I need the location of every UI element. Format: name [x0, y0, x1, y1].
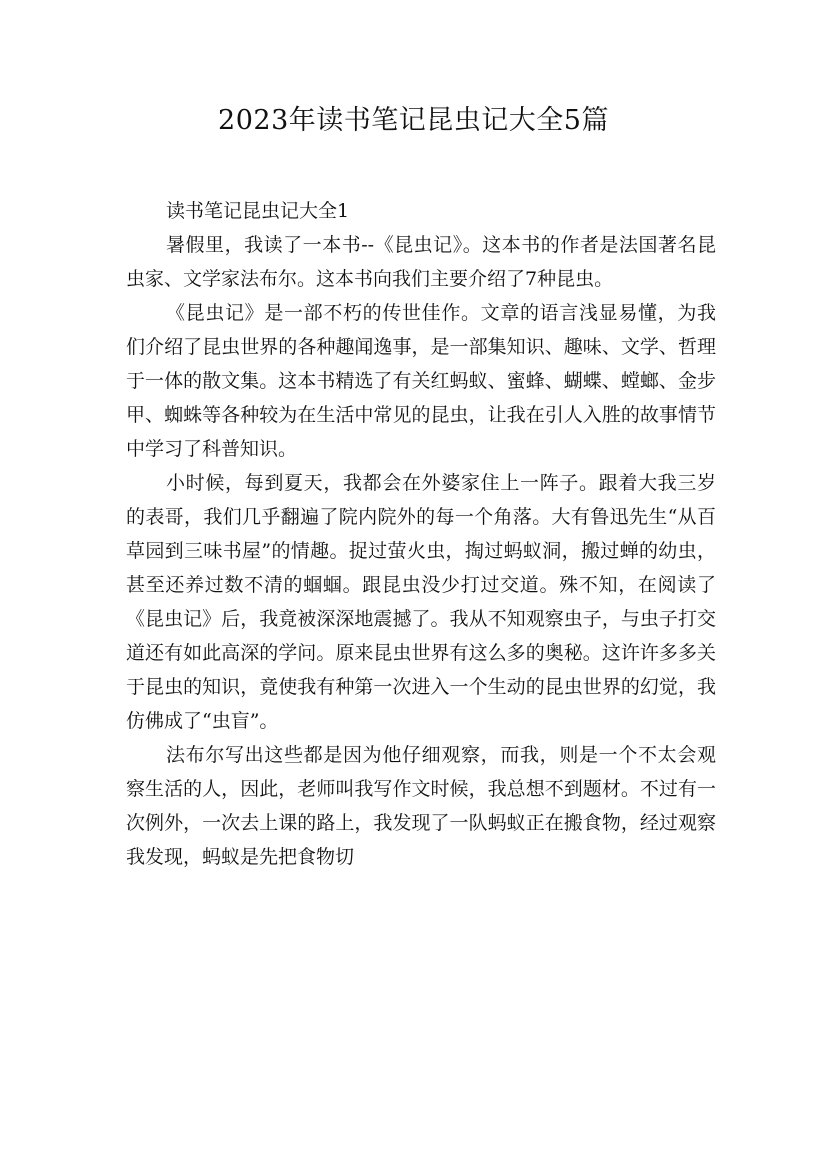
document-body [126, 194, 716, 874]
paragraph: 小时候，每到夏天，我都会在外婆家住上一阵子。跟着大我三岁的表哥，我们几乎翻遍了院内院外的每一个角落。大有鲁迅先生“从百草园到三味书屋”的情趣。捉过萤火虫，掏过蚂蚁洞，搬过蝉的幼虫，甚至还养过数不清的蝈蝈。跟昆虫没少打过交道。殊不知，在阅读了《昆虫记》后，我竟被深深地震撼了。我从不知观察虫子，与虫子打交道还有如此高深的学问。原来昆虫世界有这么多的奥秘。这许许多多关于昆虫的知识，竟使我有种第一次进入一个生动的昆虫世界的幻觉，我仿佛成了“虫盲”。 [126, 472, 716, 732]
paragraph: 《昆虫记》是一部不朽的传世佳作。文章的语言浅显易懂，为我们介绍了昆虫世界的各种趣闻逸事，是一部集知识、趣味、文学、哲理于一体的散文集。这本书精选了有关红蚂蚁、蜜蜂、蝴蝶、螳螂、金步甲、蜘蛛等各种较为在生活中常见的昆虫，让我在引人入胜的故事情节中学习了科普知识。 [126, 302, 716, 460]
document-title: 2023年读书笔记昆虫记大全5篇 [218, 105, 609, 136]
paragraph: 法布尔写出这些都是因为他仔细观察，而我，则是一个不太会观察生活的人，因此，老师叫我写作文时候，我总想不到题材。不过有一次例外，一次去上课的路上，我发现了一队蚂蚁正在搬食物，经过观察我发现，蚂蚁是先把食物切 [126, 744, 716, 868]
section-heading: 读书笔记昆虫记大全1 [166, 200, 350, 222]
paragraph: 暑假里，我读了一本书--《昆虫记》。这本书的作者是法国著名昆虫家、文学家法布尔。这本书向我们主要介绍了7种昆虫。 [126, 234, 716, 290]
